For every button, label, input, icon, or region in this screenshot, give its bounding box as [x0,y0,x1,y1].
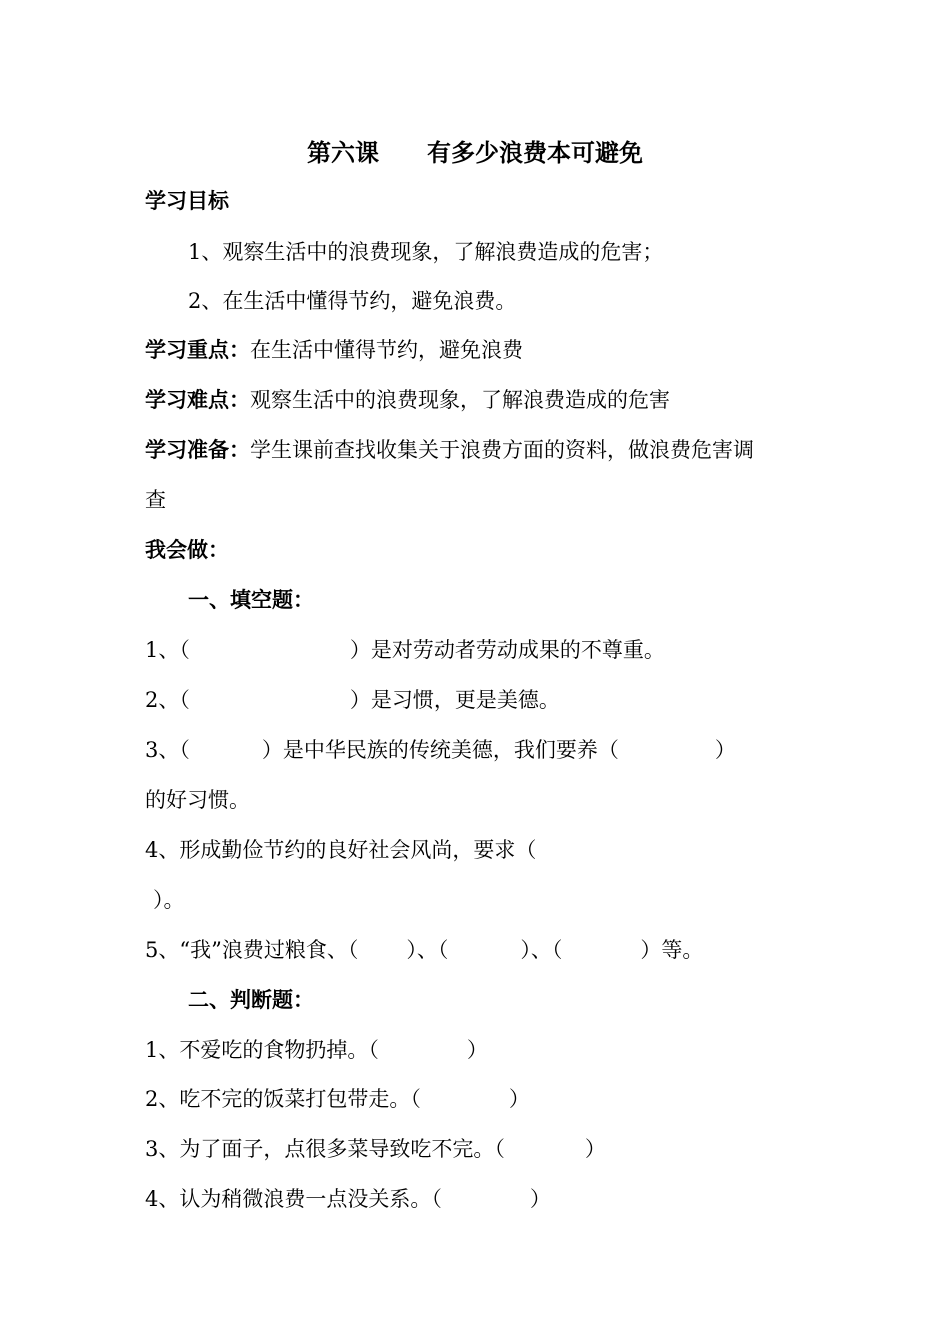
preparation-label: 学习准备： [145,438,250,462]
objective-item-2: 2、在生活中懂得节约，避免浪费。 [188,289,517,313]
q2-prefix: 2、（ [145,688,190,712]
difficulty-label: 学习难点： [145,388,250,412]
fill-question-4: 4、形成勤俭节约的良好社会风尚，要求（ [145,838,537,862]
fill-blank-heading: 一、填空题： [188,588,314,612]
objective-item-1: 1、观察生活中的浪费现象，了解浪费造成的危害； [188,240,664,264]
page-title: 第六课 有多少浪费本可避免 [307,139,643,167]
fill-question-2 [145,686,560,714]
preparation [145,436,754,464]
judgment-item-1 [145,1036,488,1064]
fill-question-3 [145,736,736,764]
judgment-item-3 [145,1135,606,1163]
q5-sep-2: ）、（ [520,938,563,962]
preparation-text: 学生课前查找收集关于浪费方面的资料，做浪费危害调 [250,438,754,462]
preparation-text-cont: 查 [145,488,166,512]
objectives-heading: 学习目标 [145,189,229,213]
q3-middle: 是中华民族的传统美德，我们要养（ [282,738,619,762]
judgment-item-4 [145,1185,551,1213]
judgment-item-3-close: ） [584,1137,606,1161]
judgment-item-4-close: ） [529,1187,551,1211]
judgment-item-1-close: ） [466,1038,488,1062]
fill-question-3-cont: 的好习惯。 [145,788,250,812]
q2-close: ） [349,688,371,712]
q2-suffix: 是习惯，更是美德。 [370,688,560,712]
q1-close: ） [349,638,371,662]
fill-question-4-cont: ）。 [153,888,185,912]
key-point-text: 在生活中懂得节约，避免浪费 [250,338,523,362]
judgment-item-4-text: 4、认为稍微浪费一点没关系。（ [145,1187,442,1211]
key-point [145,336,523,364]
key-point-label: 学习重点： [145,338,250,362]
fill-question-1 [145,636,665,664]
judgment-heading: 二、判断题： [188,988,314,1012]
judgment-item-1-text: 1、不爱吃的食物扔掉。（ [145,1038,379,1062]
q5-suffix: ）等。 [640,938,704,962]
q5-sep-1: ）、（ [406,938,449,962]
difficulty-text: 观察生活中的浪费现象，了解浪费造成的危害 [250,388,670,412]
practice-heading: 我会做： [145,538,229,562]
q1-suffix: 是对劳动者劳动成果的不尊重。 [370,638,665,662]
judgment-item-2-close: ） [508,1087,530,1111]
q3-prefix: 3、（ [145,738,190,762]
judgment-item-3-text: 3、为了面子，点很多菜导致吃不完。（ [145,1137,505,1161]
fill-question-5 [145,936,703,964]
judgment-item-2 [145,1085,530,1113]
q3-close-2: ） [714,738,736,762]
q1-prefix: 1、（ [145,638,190,662]
q5-prefix: 5、“我”浪费过粮食、（ [145,938,359,962]
q3-close-1: ） [261,738,283,762]
judgment-item-2-text: 2、吃不完的饭菜打包带走。（ [145,1087,421,1111]
difficulty [145,386,670,414]
